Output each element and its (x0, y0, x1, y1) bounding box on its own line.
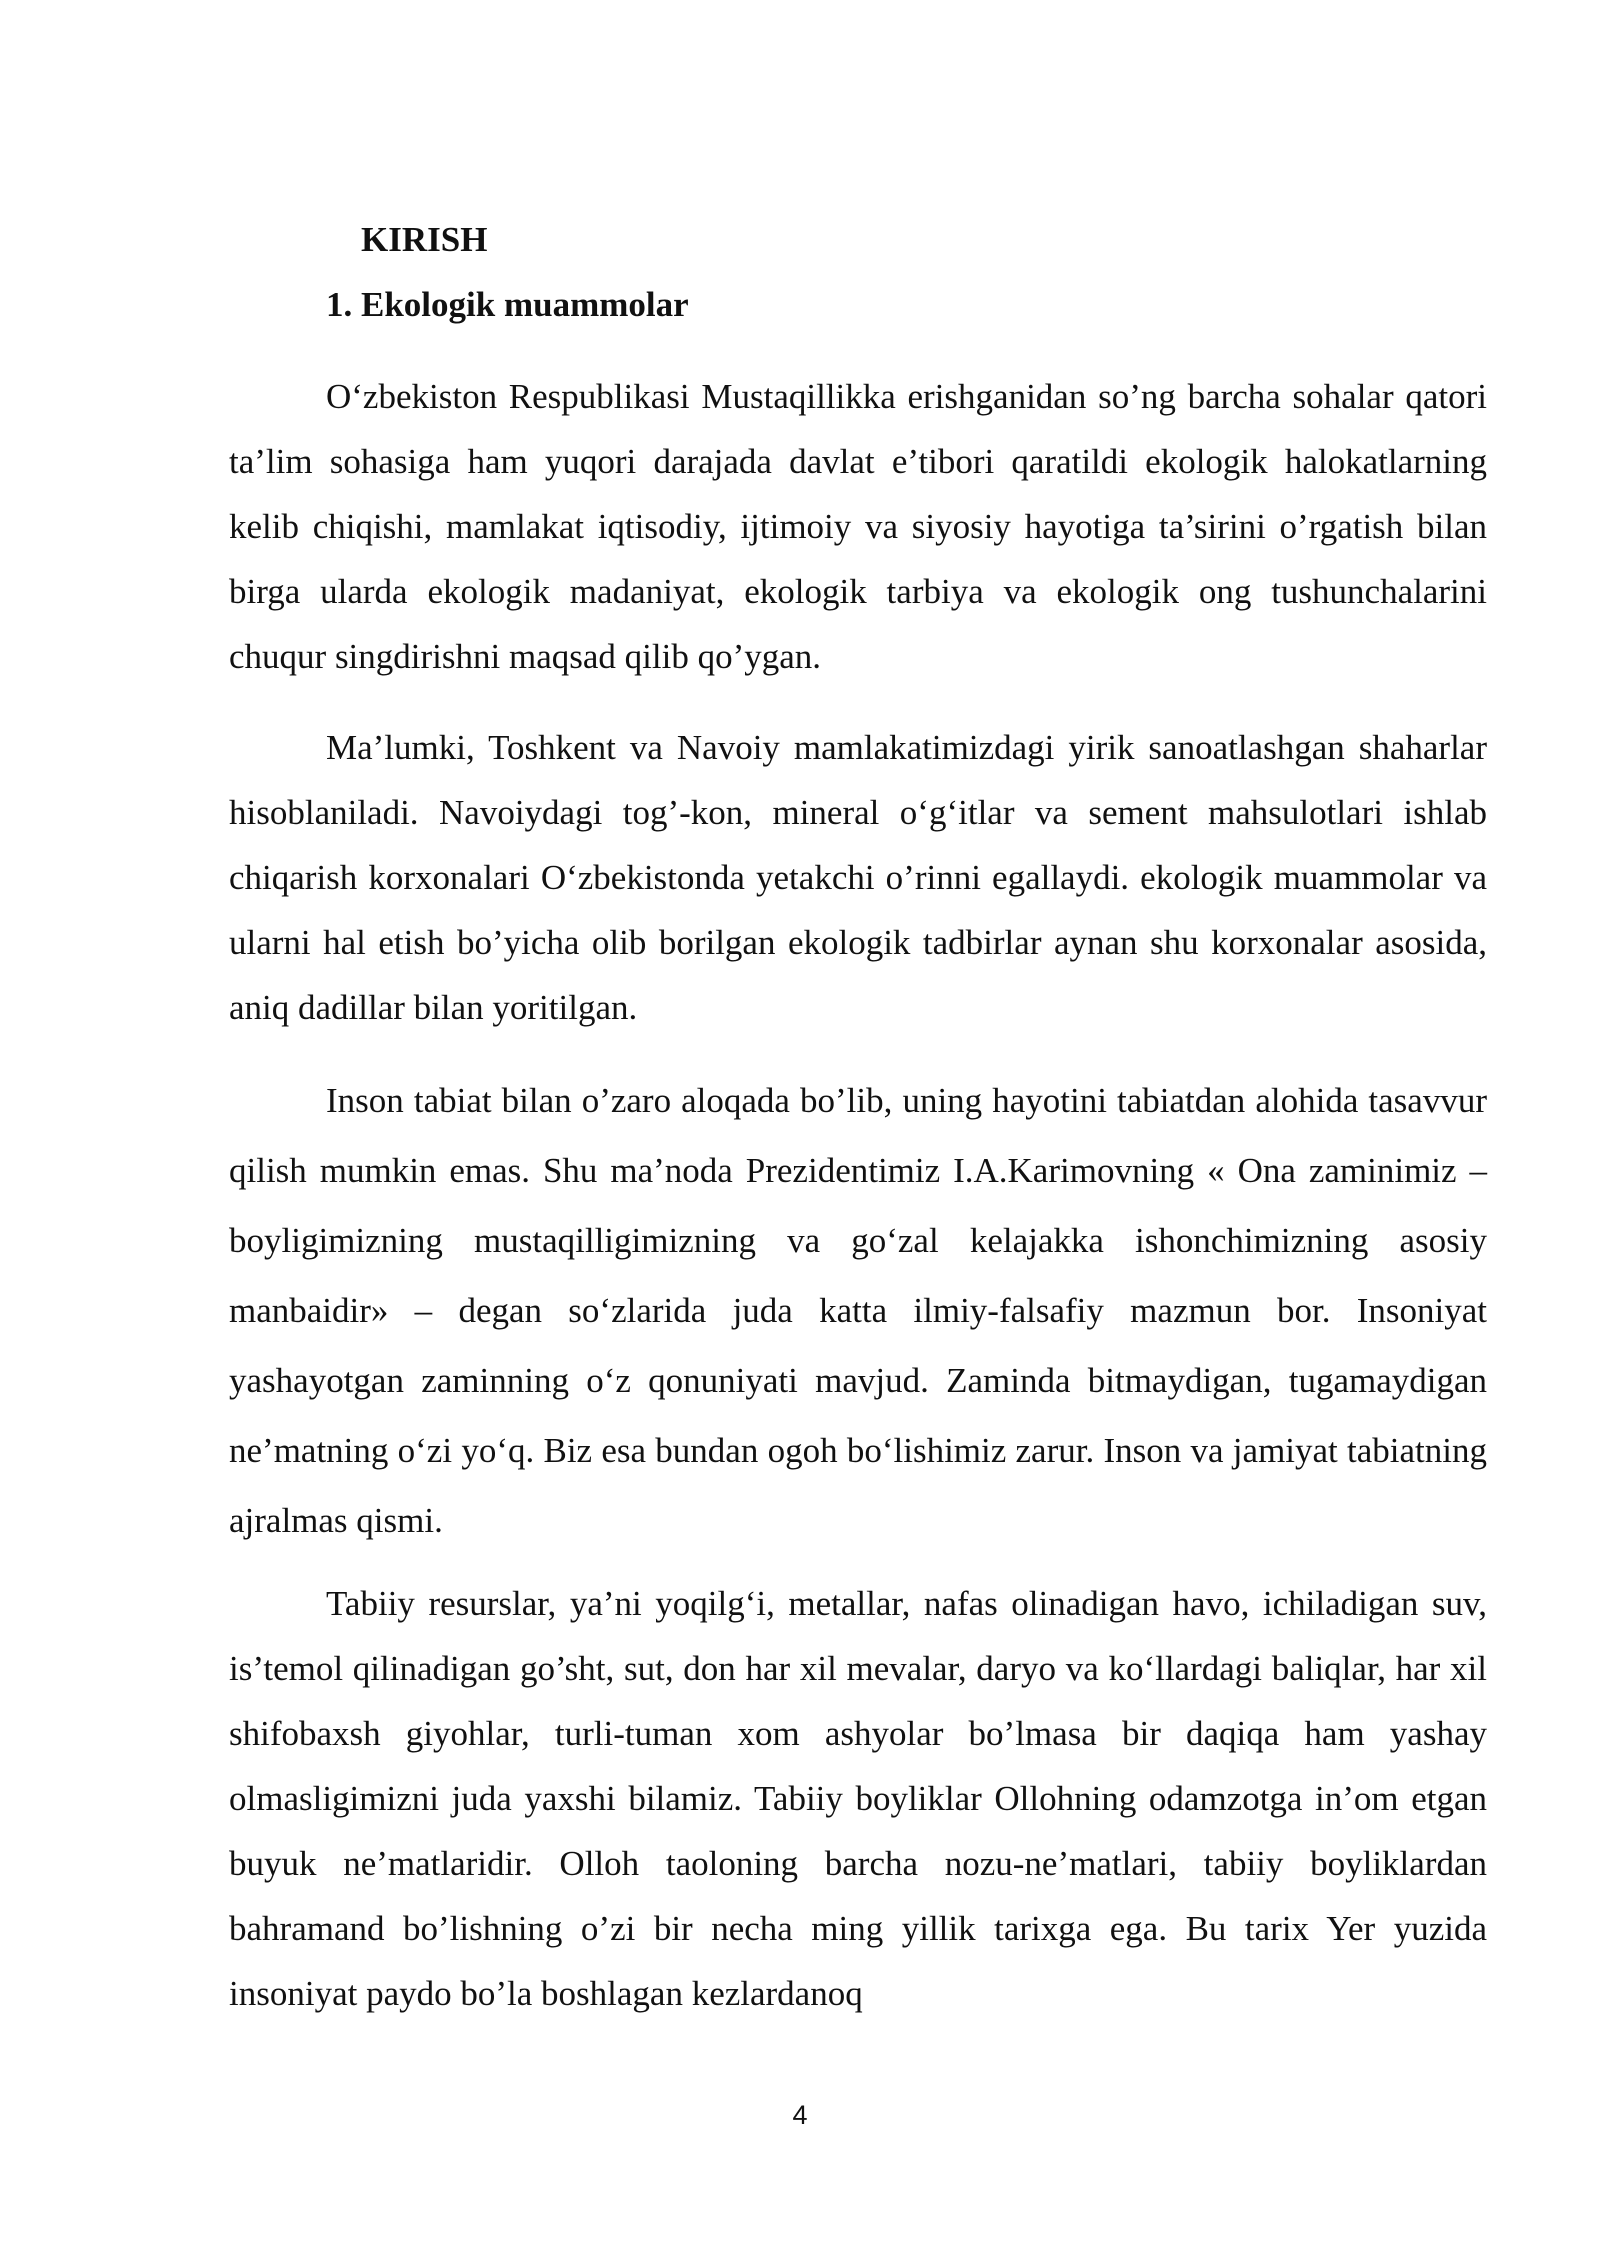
paragraph-4: Tabiiy resurslar, ya’ni yoqilg‘i, metallar, nafas olinadigan havo, ichiladigan suv, is’temol qilinadigan go’sht, sut, don har xil mevalar, daryo va ko‘llardagi baliqlar, har xil shifobaxsh giyohlar, turli-tuman xom ashyolar bo’lmasa bir daqiqa ham yashay olmasligimizni juda yaxshi bilamiz. Tabiiy boyliklar Ollohning odamzotga in’om etgan buyuk ne’matlaridir. Olloh taoloning barcha nozu-ne’matlari, tabiiy boyliklardan bahramand bo’lishning o’zi bir necha ming yillik tarixga ega. Bu tarix Yer yuzida insoniyat paydo bo’la boshlagan kezlardanoq (229, 1584, 1487, 2013)
paragraph-2: Ma’lumki, Toshkent va Navoiy mamlakatimizdagi yirik sanoatlashgan shaharlar hisoblaniladi. Navoiydagi tog’-kon, mineral o‘g‘itlar va sement mahsulotlari ishlab chiqarish korxonalari O‘zbekistonda yetakchi o’rinni egallaydi. ekologik muammolar va ularni hal etish bo’yicha olib borilgan ekologik tadbirlar aynan shu korxonalar asosida, aniq dadillar bilan yoritilgan. (229, 728, 1487, 1027)
paragraph-1: O‘zbekiston Respublikasi Mustaqillikka erishganidan so’ng barcha sohalar qatori ta’lim sohasiga ham yuqori darajada davlat e’tibori qaratildi ekologik halokatlarning kelib chiqishi, mamlakat iqtisodiy, ijtimoiy va siyosiy hayotiga ta’sirini o’rgatish bilan birga ularda ekologik madaniyat, ekologik tarbiya va ekologik ong tushunchalarini chuqur singdirishni maqsad qilib qo’ygan. (229, 377, 1487, 676)
chapter-heading: KIRISH (361, 220, 488, 259)
section-title: 1. Ekologik muammolar (326, 285, 689, 324)
paragraph-3: Inson tabiat bilan o’zaro aloqada bo’lib, uning hayotini tabiatdan alohida tasavvur qilish mumkin emas. Shu ma’noda Prezidentimiz I.A.Karimovning « Ona zaminimiz –boyligimizning mustaqilligimizning va go‘zal kelajakka ishonchimizning asosiy manbaidir» – degan so‘zlarida juda katta ilmiy-falsafiy mazmun bor. Insoniyat yashayotgan zaminning o‘z qonuniyati mavjud. Zaminda bitmaydigan, tugamaydigan ne’matning o‘zi yo‘q. Biz esa bundan ogoh bo‘lishimiz zarur. Inson va jamiyat tabiatning ajralmas qismi. (229, 1081, 1487, 1540)
page-number: 4 (792, 2100, 808, 2130)
